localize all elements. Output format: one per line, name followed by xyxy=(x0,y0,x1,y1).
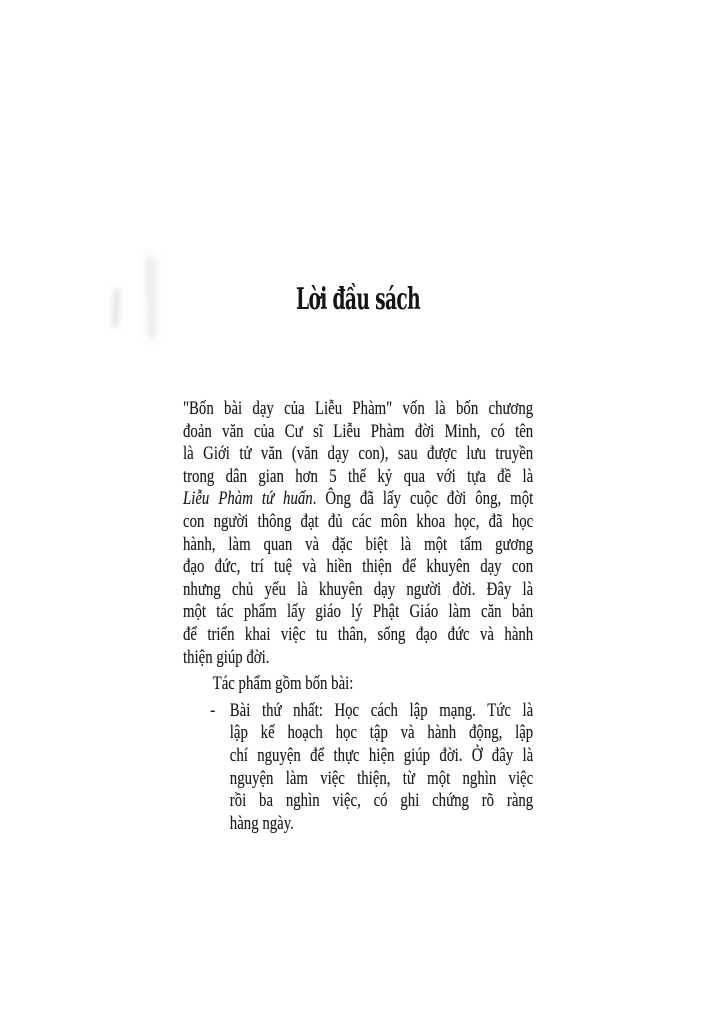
paragraph-2: Tác phẩm gồm bốn bài: xyxy=(212,673,354,695)
list-dash-marker: - xyxy=(210,699,216,721)
scan-smudge xyxy=(146,256,155,338)
page-title xyxy=(183,283,533,317)
list-item xyxy=(183,700,533,836)
text-line xyxy=(183,488,533,511)
regular-text: . Ông đã lấy cuộc đời ông, một xyxy=(312,488,534,510)
page-title-text: Lời đầu sách xyxy=(295,282,421,317)
text-line: Bài thứ nhất: Học cách lập mạng. Tức là xyxy=(229,699,534,721)
text-line: nguyện làm việc thiện, từ một nghìn việc xyxy=(229,767,534,789)
text-line: đạo đức, trí tuệ và hiền thiện để khuyên dạy con xyxy=(183,556,534,578)
text-line: đoản văn của Cư sĩ Liễu Phàm đời Minh, có tên xyxy=(183,420,534,442)
text-line: để triển khai việc tu thân, sống đạo đức và hành xyxy=(183,623,534,645)
text-line: lập kế hoạch học tập và hành động, lập xyxy=(229,722,534,744)
text-line: "Bốn bài dạy của Liễu Phàm" vốn là bốn chương xyxy=(183,398,534,419)
text-line: hàng ngày. xyxy=(229,812,294,834)
text-line: thiện giúp đời. xyxy=(183,646,270,668)
text-line: nhưng chủ yếu là khuyên dạy người đời. Đây là xyxy=(183,578,534,600)
text-line: trong dân gian hơn 5 thế kỷ qua với tựa đề là xyxy=(183,465,534,487)
text-line: chí nguyện để thực hiện giúp đời. Ở đây là xyxy=(229,744,534,766)
paragraph-1 xyxy=(183,398,533,669)
text-line: là Giới tử văn (văn dạy con), sau được lưu truyền xyxy=(183,443,534,465)
italic-text: Liễu Phàm tứ huấn xyxy=(183,488,313,510)
scan-smudge xyxy=(112,288,119,328)
text-line: hành, làm quan và đặc biệt là một tấm gương xyxy=(183,533,534,555)
list-item-text xyxy=(230,700,533,836)
body-text-column xyxy=(183,398,533,835)
text-line: một tác phẩm lấy giáo lý Phật Giáo làm căn bản xyxy=(183,601,534,623)
text-line: con người thông đạt đủ các môn khoa học, đã học xyxy=(183,510,534,532)
text-line: rồi ba nghìn việc, có ghi chứng rõ ràng xyxy=(229,790,534,812)
